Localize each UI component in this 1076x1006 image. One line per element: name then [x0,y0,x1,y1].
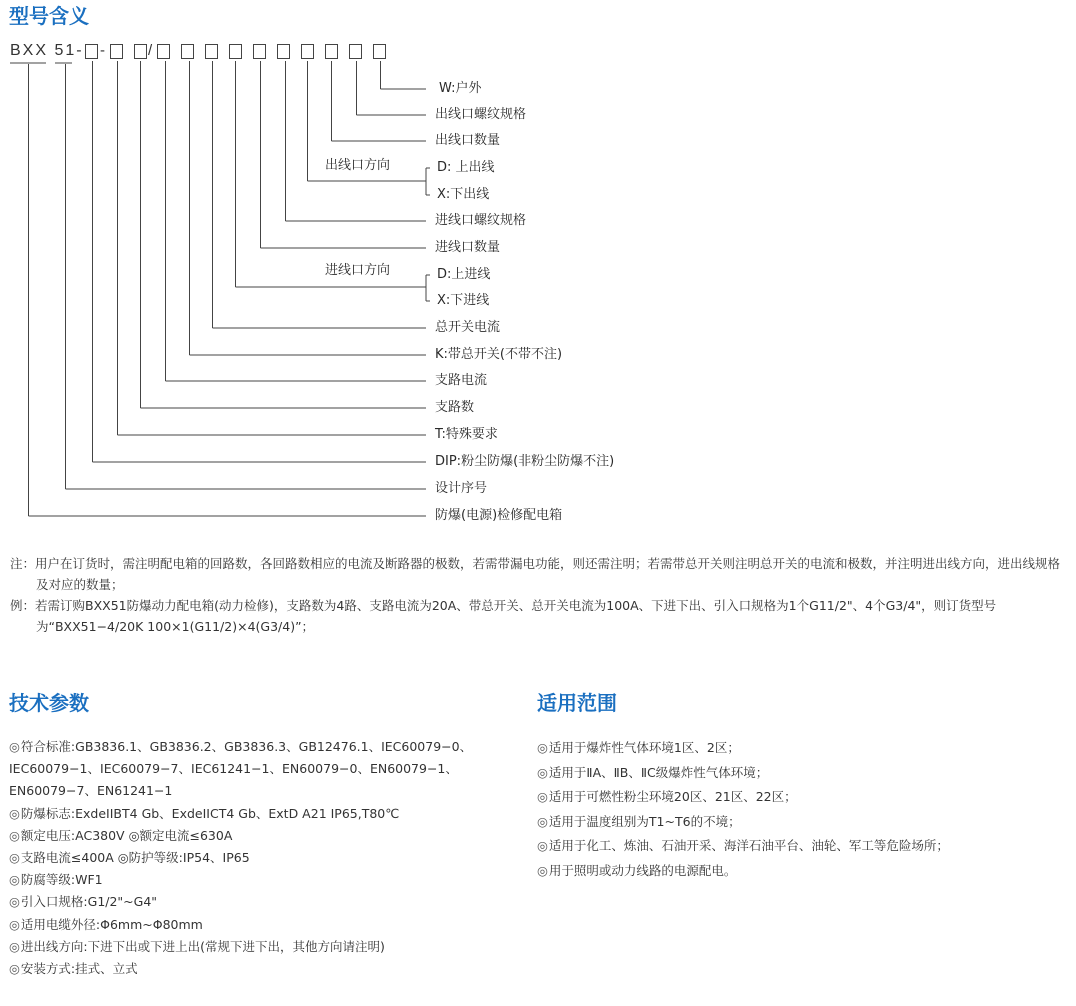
spec-ex-marking: 防爆标志:ExdeIIBT4 Gb、ExdeIICT4 Gb、ExtD A21 IP65,T80℃ [20,805,400,821]
bullet-icon: ◎ [9,872,20,888]
code-separator-slash: / [148,42,153,59]
label-inlet-bottom: X:下进线 [437,293,490,308]
spec-anticorrosion: 防腐等级:WF1 [20,872,103,888]
label-special-requirement: T:特殊要求 [435,427,498,442]
scope-power-distribution: 用于照明或动力线路的电源配电。 [548,862,737,878]
label-outlet-count: 出线口数量 [435,133,501,148]
list-item [9,891,514,913]
spec-branch-protection: 支路电流≤400A ◎防护等级:IP54、IP65 [20,850,250,866]
bullet-icon: ◎ [9,894,20,910]
list-item [537,761,1057,786]
spec-cable-diameter: 适用电缆外径:Φ6mm~Φ80mm [20,916,203,932]
tech-params-list [9,736,514,980]
model-code-prefix: BXX 51- [10,42,84,59]
label-product-name: 防爆(电源)检修配电箱 [435,508,563,523]
label-main-switch-current: 总开关电流 [435,320,501,335]
scope-gas-zone: 适用于爆炸性气体环境1区、2区； [548,740,740,755]
label-branch-current: 支路电流 [435,373,488,388]
label-outlet-top: D: 上出线 [437,160,495,175]
scope-industries: 适用于化工、炼油、石油开采、海洋石油平台、油轮、军工等危险场所； [548,838,949,854]
code-separator-dash: - [100,42,105,59]
order-note: 注：用户在订货时，需注明配电箱的回路数，各回路数相应的电流及断路器的极数，若需带漏电功能，则还需注明；若需带总开关则注明总开关的电流和极数，并注明进出线方向，进出线规格及对应的数量； [10,556,1061,592]
bullet-icon: ◎ [537,740,548,755]
list-item [9,825,514,847]
bullet-icon: ◎ [537,862,548,878]
label-inlet-thread-spec: 进线口螺纹规格 [435,213,527,228]
list-item [9,914,514,936]
bullet-icon: ◎ [9,850,20,866]
bullet-icon: ◎ [9,739,20,754]
label-branch-count: 支路数 [435,400,475,415]
outlet-direction-label: 出线口方向 [325,158,391,173]
spec-standards: 符合标准:GB3836.1、GB3836.2、GB3836.3、GB12476.1、IEC60079−0、IEC60079−1、IEC60079−7、IEC61241−1、EN60079−0、EN60079−1、EN60079−7、EN61241−1 [9,739,473,799]
list-item [537,810,1057,835]
list-item [9,736,514,803]
list-item [9,803,514,825]
spec-voltage-current: 额定电压:AC380V ◎额定电流≤630A [20,827,233,843]
application-scope-list [537,736,1057,884]
list-item [537,859,1057,884]
bullet-icon: ◎ [9,961,20,977]
bullet-icon: ◎ [9,938,20,954]
inlet-direction-label: 进线口方向 [325,263,391,278]
label-dust-explosion-proof: DIP:粉尘防爆(非粉尘防爆不注) [435,454,615,469]
label-main-switch: K:带总开关(不带不注) [435,347,563,362]
list-item [537,834,1057,859]
spec-entry-spec: 引入口规格:G1/2"~G4" [20,894,158,910]
bullet-icon: ◎ [537,838,548,854]
list-item [9,958,514,980]
bullet-icon: ◎ [537,789,548,805]
spec-cable-direction: 进出线方向:下进下出或下进上出(常规下进下出，其他方向请注明) [20,938,385,954]
model-meaning-title: 型号含义 [9,4,89,28]
bullet-icon: ◎ [537,764,548,780]
label-outdoor: W:户外 [439,81,482,96]
label-inlet-top: D:上进线 [437,267,491,282]
bullet-icon: ◎ [9,805,20,821]
scope-dust-zone: 适用于可燃性粉尘环境20区、21区、22区； [548,789,797,805]
label-outlet-bottom: X:下出线 [437,187,490,202]
scope-temperature: 适用于温度组别为T1~T6的不境； [548,813,741,829]
label-design-number: 设计序号 [435,481,488,496]
label-inlet-count: 进线口数量 [435,240,501,255]
spec-installation: 安装方式:挂式、立式 [20,961,138,977]
label-outlet-thread-spec: 出线口螺纹规格 [435,107,527,122]
list-item [9,869,514,891]
bullet-icon: ◎ [9,827,20,843]
tech-params-title: 技术参数 [9,691,89,715]
application-scope-title: 适用范围 [537,691,617,715]
list-item [9,936,514,958]
list-item [537,736,1057,761]
scope-gas-group: 适用于ⅡA、ⅡB、ⅡC级爆炸性气体环境； [548,764,769,780]
bullet-icon: ◎ [537,813,548,829]
order-example: 例：若需订购BXX51防爆动力配电箱(动力检修)，支路数为4路、支路电流为20A、带总开关、总开关电流为100A、下进下出、引入口规格为1个G11/2"、4个G3/4"，则订货型号为“BXX51−4/20K 100×1(G11/2)×4(G3/4)”； [10,598,997,634]
list-item [9,847,514,869]
list-item [537,785,1057,810]
bullet-icon: ◎ [9,916,20,932]
